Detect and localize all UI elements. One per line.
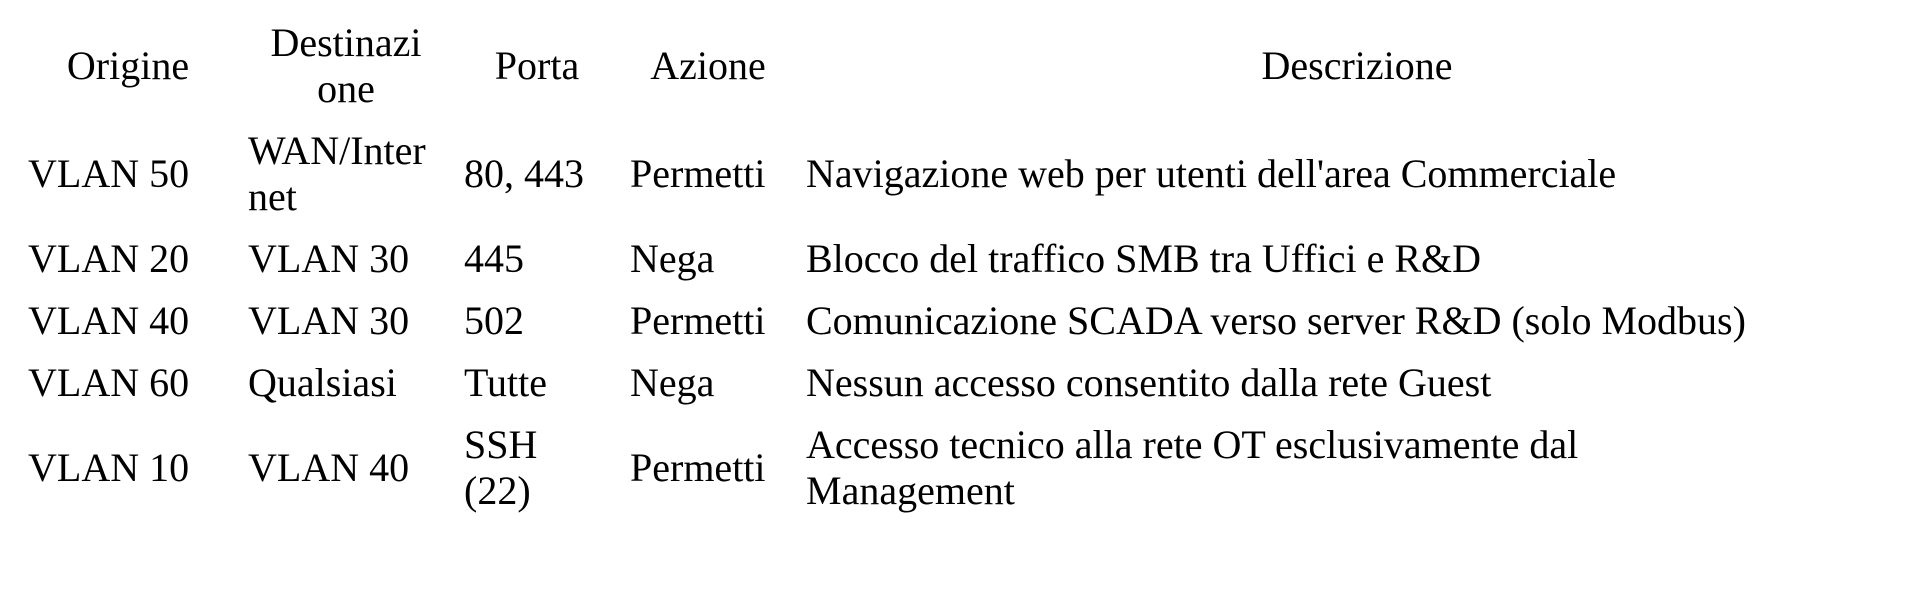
cell-azione: Permetti — [630, 298, 766, 343]
cell-origine: VLAN 10 — [28, 445, 190, 490]
cell-descrizione-text: Navigazione web per utenti dell'area Commerciale — [806, 151, 1617, 196]
column-header-destinazione — [238, 12, 454, 120]
cell-descrizione-text: Blocco del traffico SMB tra Uffici e R&D — [806, 236, 1482, 281]
cell-descrizione-text: Comunicazione SCADA verso server R&D (solo Modbus) — [806, 298, 1746, 343]
cell-porta: Tutte — [464, 360, 548, 405]
table-row-2 — [18, 228, 1918, 290]
cell-descrizione-text: Accesso tecnico alla rete OT esclusivamente dal Management — [806, 422, 1579, 513]
cell-azione: Nega — [630, 236, 715, 281]
cell-destinazione: Qualsiasi — [248, 360, 397, 405]
cell-destinazione: VLAN 40 — [248, 445, 410, 490]
cell-azione: Permetti — [630, 445, 766, 490]
firewall-rules-table — [18, 12, 1918, 522]
cell-porta: SSH (22) — [464, 422, 538, 513]
cell-descrizione — [796, 414, 1918, 522]
cell-descrizione — [796, 290, 1918, 352]
cell-destinazione: VLAN 30 — [248, 298, 410, 343]
cell-porta: 445 — [464, 236, 524, 281]
column-header-origine: Origine — [66, 43, 190, 88]
table-header-row — [18, 12, 1918, 120]
cell-destinazione: WAN/Internet — [248, 128, 426, 219]
cell-origine: VLAN 40 — [28, 298, 190, 343]
table-row-1 — [18, 120, 1918, 228]
cell-origine: VLAN 50 — [28, 151, 190, 196]
cell-descrizione-text: Nessun accesso consentito dalla rete Guest — [806, 360, 1492, 405]
table-row-3 — [18, 290, 1918, 352]
table-row-4 — [18, 352, 1918, 414]
cell-azione: Nega — [630, 360, 715, 405]
cell-descrizione — [796, 352, 1918, 414]
cell-porta: 80, 443 — [464, 151, 584, 196]
cell-azione: Permetti — [630, 151, 766, 196]
column-header-descrizione: Descrizione — [1261, 43, 1453, 88]
cell-descrizione — [796, 120, 1918, 228]
table-row-5 — [18, 414, 1918, 522]
cell-origine: VLAN 60 — [28, 360, 190, 405]
column-header-azione: Azione — [650, 43, 766, 88]
column-header-destinazione-label: Destinazione — [270, 20, 422, 111]
cell-porta: 502 — [464, 298, 524, 343]
cell-destinazione: VLAN 30 — [248, 236, 410, 281]
cell-origine: VLAN 20 — [28, 236, 190, 281]
column-header-porta: Porta — [494, 43, 580, 88]
cell-descrizione — [796, 228, 1918, 290]
